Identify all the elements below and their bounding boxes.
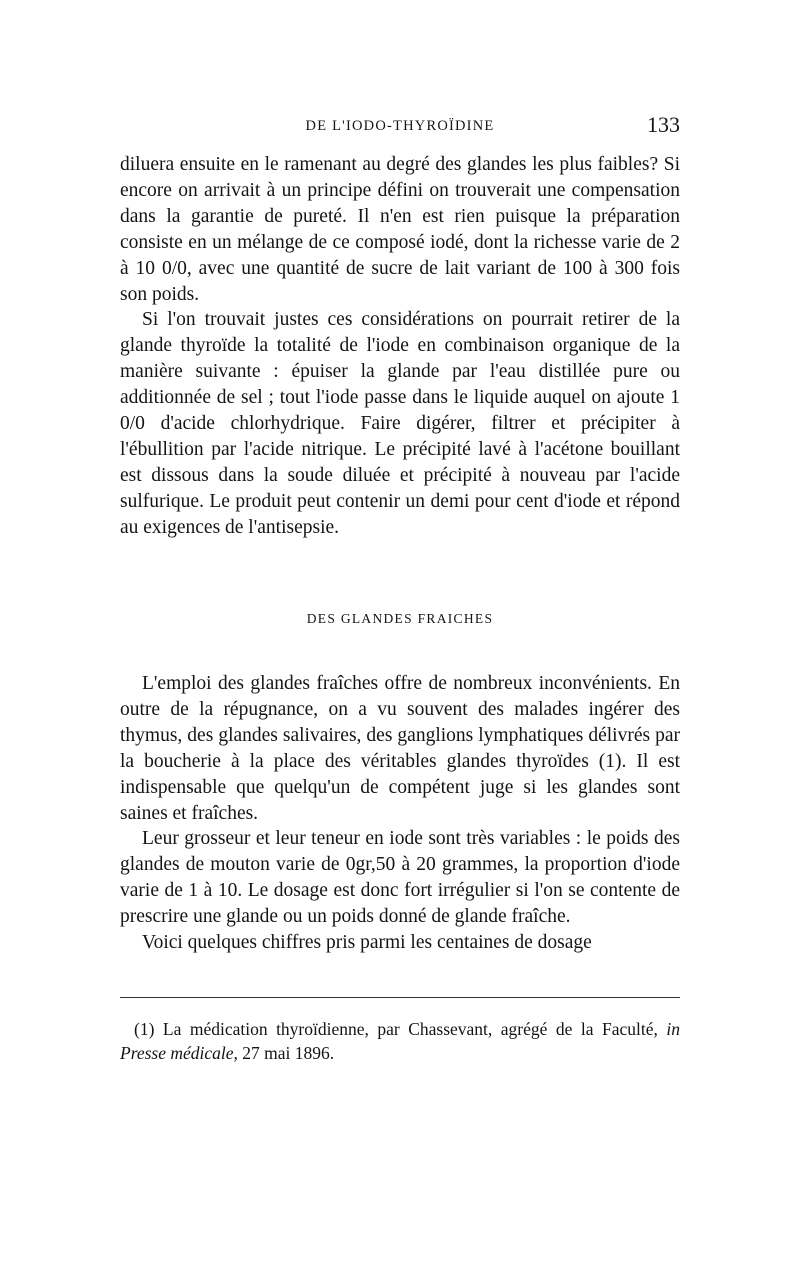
footnote-italic: in Presse médicale,: [120, 1019, 680, 1063]
footnote-marker: (1): [134, 1019, 155, 1039]
page-number: 133: [647, 112, 680, 137]
footnote-text: La médication thyroïdienne, par Chassevant, agrégé de la Faculté,: [162, 1019, 658, 1039]
footnote: [120, 1017, 680, 1065]
paragraph: L'emploi des glandes fraîches offre de nombreux inconvénients. En outre de la répugnance, on a vu souvent des malades ingérer des thymus, des glandes salivaires, des ganglions lymphatiques délivrés par la boucherie à la place des véritables glandes thyroïdes (1). Il est indispensable que quelqu'un de compétent juge si les glandes sont saines et fraîches.: [120, 673, 680, 824]
footnote-rule: [120, 997, 680, 998]
section-heading: DES GLANDES FRAICHES: [306, 611, 494, 626]
paragraph: Leur grosseur et leur teneur en iode sont très variables : le poids des glandes de mouton varie de 0gr,50 à 20 grammes, la proportion d'iode varie de 1 à 10. Le dosage est donc fort irrégulier si l'on se contente de prescrire une glande ou un poids donné de glande fraîche.: [120, 828, 680, 928]
paragraph: Si l'on trouvait justes ces considérations on pourrait retirer de la glande thyroïde la totalité de l'iode en combinaison organique de la manière suivante : épuiser la glande par l'eau distillée pure ou additionnée de sel ; tout l'iode passe dans le liquide auquel on ajoute 1 0/0 d'acide chlorhydrique. Faire digérer, filtrer et précipiter à l'ébullition par l'acide nitrique. Le précipité lavé à l'acétone bouillant est dissous dans la soude diluée et précipité à nouveau par l'acide sulfurique. Le produit peut contenir un demi pour cent d'iode et répond au exigences de l'antisepsie.: [120, 309, 680, 538]
paragraph-continued: diluera ensuite en le ramenant au degré des glandes les plus faibles? Si encore on arrivait à un principe défini on trouverait une compensation dans la garantie de pureté. Il n'en est rien puisque la préparation consiste en un mélange de ce composé iodé, dont la richesse varie de 2 à 10 0/0, avec une quantité de sucre de lait variant de 100 à 300 fois son poids.: [120, 154, 680, 305]
body-text-bottom: [120, 671, 680, 956]
paragraph: Voici quelques chiffres pris parmi les centaines de dosage: [142, 932, 592, 954]
footnote-date: 27 mai 1896.: [242, 1043, 335, 1063]
body-text-top: [120, 152, 680, 541]
running-title: DE L'IODO-THYROÏDINE: [305, 118, 495, 134]
running-header: [120, 112, 680, 142]
